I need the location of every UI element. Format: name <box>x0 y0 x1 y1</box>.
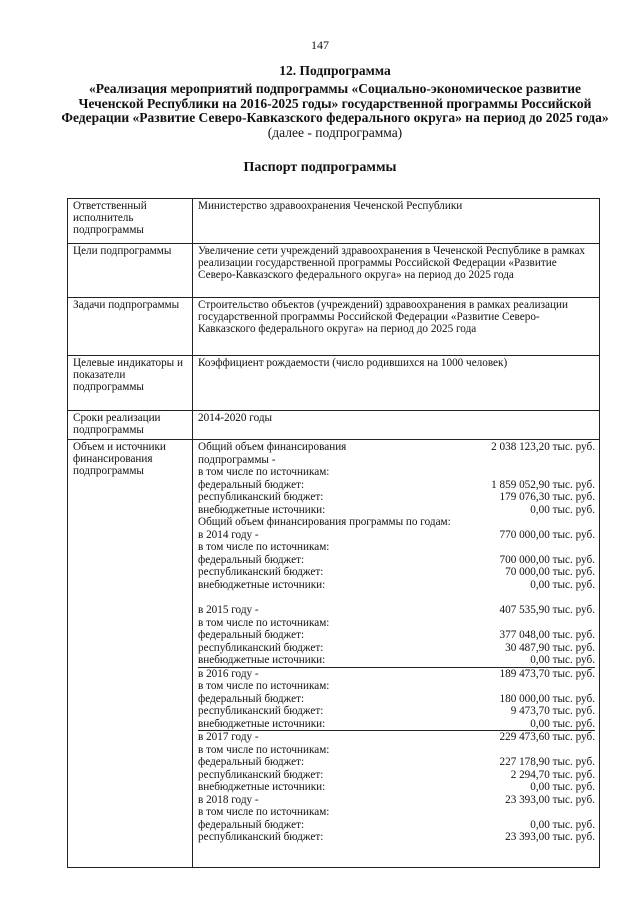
fin-line <box>198 731 595 744</box>
row-label-tasks: Задачи подпрограммы <box>68 298 193 356</box>
fin-line <box>198 554 595 567</box>
fin-line <box>198 529 595 542</box>
fin-line <box>198 454 595 467</box>
fin-line <box>198 504 595 517</box>
fin-line <box>198 566 595 579</box>
fin-value: 1 859 052,90 тыс. руб. <box>491 478 595 491</box>
fin-value: 0,00 тыс. руб. <box>530 578 595 591</box>
fin-line <box>198 819 595 832</box>
row-label-indicators: Целевые индикаторы и показатели подпрограммы <box>68 356 193 411</box>
fin-label: внебюджетные источники: <box>198 654 326 666</box>
row-value-responsible: Министерство здравоохранения Чеченской Республики <box>193 199 600 244</box>
fin-value: 407 535,90 тыс. руб. <box>499 604 595 616</box>
fin-line <box>198 541 595 554</box>
fin-value: 0,00 тыс. руб. <box>530 654 595 666</box>
fin-line <box>198 629 595 642</box>
spacer <box>198 591 595 604</box>
fin-value: 70 000,00 тыс. руб. <box>505 566 595 578</box>
table-row <box>68 298 600 356</box>
row-label-goals: Цели подпрограммы <box>68 244 193 298</box>
fin-label: федеральный бюджет: <box>198 692 305 705</box>
fin-line <box>198 680 595 693</box>
fin-label: федеральный бюджет: <box>198 818 305 831</box>
fin-value: 0,00 тыс. руб. <box>530 717 595 730</box>
fin-label: республиканский бюджет: <box>198 831 324 843</box>
passport-table <box>67 198 600 868</box>
fin-label: в 2014 году - <box>198 528 259 541</box>
fin-value: 189 473,70 тыс. руб. <box>499 667 595 680</box>
fin-value: 2 038 123,20 тыс. руб. <box>491 441 595 453</box>
fin-line <box>198 642 595 655</box>
fin-label: внебюджетные источники: <box>198 578 326 591</box>
subprogram-title-bold: «Реализация мероприятий подпрограммы «Социально-экономическое развитие Чеченской Республики на 2016-2025 годы» государственной программы Российской Федерации «Развитие Северо-Кавказского федерального округа» на период до 2025 года» <box>61 81 609 125</box>
fin-line <box>198 479 595 492</box>
fin-label: республиканский бюджет: <box>198 566 324 578</box>
table-row <box>68 199 600 244</box>
fin-value: 227 178,90 тыс. руб. <box>499 756 595 768</box>
fin-line <box>198 668 595 681</box>
fin-label: внебюджетные источники: <box>198 717 326 730</box>
fin-label: федеральный бюджет: <box>198 553 305 566</box>
table-row <box>68 411 600 440</box>
fin-value: 23 393,00 тыс. руб. <box>505 793 595 806</box>
fin-value: 229 473,60 тыс. руб. <box>499 731 595 743</box>
fin-line <box>198 806 595 819</box>
fin-label: в 2015 году - <box>198 604 259 616</box>
fin-line <box>198 604 595 617</box>
table-row <box>68 244 600 298</box>
table-row <box>68 440 600 868</box>
fin-value: 23 393,00 тыс. руб. <box>505 831 595 843</box>
fin-line <box>198 516 595 529</box>
page-number: 147 <box>311 38 329 52</box>
fin-line <box>198 654 595 668</box>
fin-line <box>198 617 595 630</box>
row-value-tasks: Строительство объектов (учреждений) здравоохранения в рамках реализации государственной программы Российской Федерации «Развитие Северо-Кавказского федерального округа» на период до 2025 года <box>193 298 600 356</box>
fin-line <box>198 466 595 479</box>
fin-label: федеральный бюджет: <box>198 756 305 768</box>
fin-label: Общий объем финансирования программы по годам: <box>198 516 451 528</box>
fin-line <box>198 705 595 718</box>
fin-label: подпрограммы - <box>198 453 276 466</box>
fin-label: внебюджетные источники: <box>198 503 326 516</box>
row-value-indicators: Коэффициент рождаемости (число родившихся на 1000 человек) <box>193 356 600 411</box>
fin-line <box>198 579 595 592</box>
fin-label: в том числе по источникам: <box>198 616 330 629</box>
fin-line <box>198 491 595 504</box>
table-row <box>68 356 600 411</box>
passport-title: Паспорт подпрограммы <box>243 160 397 175</box>
fin-value: 0,00 тыс. руб. <box>530 503 595 516</box>
fin-line <box>198 718 595 732</box>
subprogram-heading: 12. Подпрограмма <box>279 63 391 78</box>
financing-cell <box>193 440 600 868</box>
fin-label: федеральный бюджет: <box>198 629 305 641</box>
fin-value: 2 294,70 тыс. руб. <box>510 768 595 781</box>
fin-value: 0,00 тыс. руб. <box>530 781 595 793</box>
row-value-terms: 2014-2020 годы <box>193 411 600 440</box>
fin-value: 9 473,70 тыс. руб. <box>510 705 595 717</box>
row-label-terms: Сроки реализации подпрограммы <box>68 411 193 440</box>
fin-line <box>198 693 595 706</box>
fin-label: федеральный бюджет: <box>198 478 305 491</box>
fin-line <box>198 781 595 794</box>
fin-label: в том числе по источникам: <box>198 806 330 818</box>
fin-line <box>198 769 595 782</box>
fin-value: 770 000,00 тыс. руб. <box>499 528 595 541</box>
fin-label: Общий объем финансирования <box>198 441 347 453</box>
fin-label: в том числе по источникам: <box>198 743 330 756</box>
subprogram-title <box>60 82 610 140</box>
fin-line <box>198 794 595 807</box>
fin-label: республиканский бюджет: <box>198 491 324 503</box>
fin-line <box>198 831 595 844</box>
fin-label: в том числе по источникам: <box>198 466 330 478</box>
fin-label: в том числе по источникам: <box>198 541 330 553</box>
fin-label: в 2017 году - <box>198 731 259 743</box>
fin-label: в том числе по источникам: <box>198 680 330 692</box>
fin-value: 180 000,00 тыс. руб. <box>499 692 595 705</box>
fin-label: республиканский бюджет: <box>198 768 324 781</box>
fin-label: внебюджетные источники: <box>198 781 326 793</box>
fin-value: 700 000,00 тыс. руб. <box>499 553 595 566</box>
fin-label: в 2018 году - <box>198 793 259 806</box>
row-value-goals: Увеличение сети учреждений здравоохранения в Чеченской Республике в рамках реализации государственной программы Российской Федерации «Развитие Северо-Кавказского федерального округа» на период до 2025 года <box>193 244 600 298</box>
fin-label: республиканский бюджет: <box>198 705 324 717</box>
row-label-responsible: Ответственный исполнитель подпрограммы <box>68 199 193 244</box>
fin-line <box>198 744 595 757</box>
fin-label: в 2016 году - <box>198 667 259 680</box>
fin-line <box>198 441 595 454</box>
fin-label: республиканский бюджет: <box>198 641 324 654</box>
fin-line <box>198 756 595 769</box>
fin-value: 30 487,90 тыс. руб. <box>505 641 595 654</box>
fin-value: 0,00 тыс. руб. <box>530 818 595 831</box>
subprogram-title-note: (далее - подпрограмма) <box>267 124 403 140</box>
fin-value: 179 076,30 тыс. руб. <box>499 491 595 503</box>
row-label-financing: Объем и источники финансирования подпрограммы <box>68 440 193 868</box>
fin-value: 377 048,00 тыс. руб. <box>499 629 595 641</box>
